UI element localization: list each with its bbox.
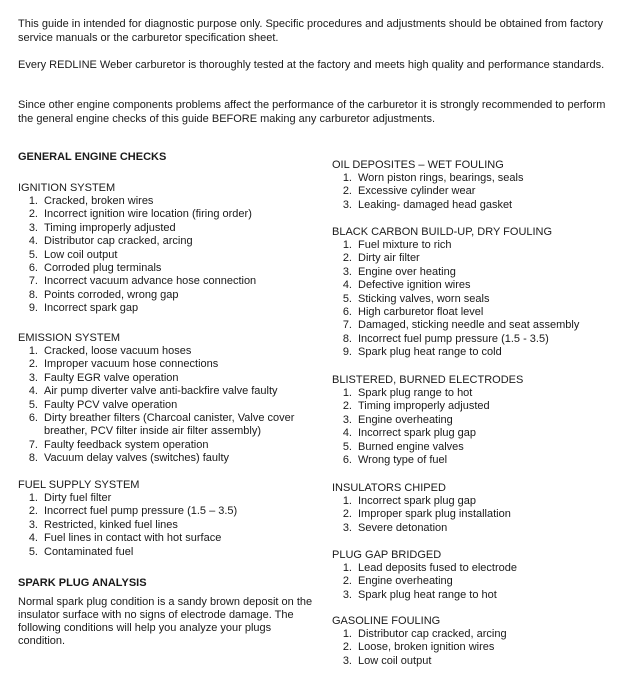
list-item-number: 4.: [342, 427, 352, 440]
list-item-text: Spark plug heat range to hot: [358, 588, 497, 601]
list-item-number: 1.: [342, 239, 352, 251]
list-item-text: Lead deposits fused to electrode: [358, 562, 518, 574]
spark-plug-analysis-heading: SPARK PLUG ANALYSIS: [18, 577, 147, 589]
list-item: [18, 302, 318, 315]
list-item: [18, 385, 318, 398]
plug-gap-bridged-list: [332, 562, 617, 602]
list-item: [18, 262, 318, 275]
list-item: [332, 562, 617, 575]
list-item: [18, 532, 318, 545]
list-item-number: 1.: [342, 562, 352, 574]
list-item: [332, 589, 617, 602]
list-item: [18, 345, 318, 358]
list-item: [332, 508, 617, 521]
list-item-text: Excessive cylinder wear: [358, 185, 476, 198]
ignition-system-heading: IGNITION SYSTEM: [18, 182, 116, 194]
spark-plug-analysis-text: Normal spark plug condition is a sandy brown deposit on the insulator surface with no signs of electrode damage. The following conditions will help you analyze your plugs condition.: [18, 596, 313, 647]
blistered-electrodes-section: [332, 373, 617, 467]
list-item: [18, 505, 318, 518]
list-item-number: 9.: [28, 302, 38, 315]
list-item: [18, 249, 318, 262]
list-item-text: Fuel mixture to rich: [358, 239, 452, 251]
list-item-text: Contaminated fuel: [44, 545, 134, 558]
list-item-text: Spark plug range to hot: [358, 387, 473, 399]
list-item-text: Dirty air filter: [358, 252, 420, 265]
list-item: [332, 266, 617, 279]
list-item-text: Corroded plug terminals: [44, 262, 162, 275]
insulators-chiped-list: [332, 495, 617, 535]
list-item-text: Loose, broken ignition wires: [358, 641, 495, 654]
list-item-text: Incorrect ignition wire location (firing order): [44, 208, 252, 221]
list-item-number: 1.: [342, 495, 352, 507]
list-item-text: Faulty PCV valve operation: [44, 398, 178, 411]
list-item: [332, 522, 617, 535]
list-item-text: Wrong type of fuel: [358, 454, 448, 467]
list-item-number: 3.: [28, 518, 38, 531]
list-item: [332, 655, 617, 668]
list-item-number: 1.: [28, 492, 38, 504]
list-item: [332, 628, 617, 641]
list-item-text: Air pump diverter valve anti-backfire valve faulty: [44, 385, 278, 398]
list-item: [18, 452, 318, 465]
list-item-text: Vacuum delay valves (switches) faulty: [44, 452, 230, 465]
list-item: [332, 400, 617, 413]
emission-system-heading: EMISSION SYSTEM: [18, 332, 121, 344]
list-item-number: 2.: [342, 641, 352, 654]
gasoline-fouling-section: [332, 614, 617, 668]
list-item: [332, 199, 617, 212]
black-carbon-section: [332, 225, 617, 360]
list-item-text: Improper vacuum hose connections: [44, 358, 219, 371]
list-item-number: 1.: [28, 195, 38, 207]
list-item-number: 1.: [342, 172, 352, 184]
list-item-number: 1.: [342, 628, 352, 640]
list-item: [18, 399, 318, 412]
oil-deposits-list: [332, 172, 617, 212]
list-item-text: Cracked, broken wires: [44, 195, 154, 207]
list-item-text: Cracked, loose vacuum hoses: [44, 345, 192, 357]
list-item-number: 5.: [28, 248, 38, 261]
list-item-text: Faulty EGR valve operation: [44, 371, 179, 384]
list-item-text: Improper spark plug installation: [358, 508, 511, 521]
general-engine-checks-heading: GENERAL ENGINE CHECKS: [18, 151, 167, 163]
list-item-text: Faulty feedback system operation: [44, 438, 209, 451]
intro-paragraph-1: This guide in intended for diagnostic purpose only. Specific procedures and adjustments should be obtained from factory service manuals or the carburetor specification sheet.: [18, 18, 603, 44]
list-item: [332, 333, 617, 346]
emission-system-section: [18, 331, 318, 466]
gasoline-fouling-heading: GASOLINE FOULING: [332, 615, 441, 627]
list-item-text: Incorrect fuel pump pressure (1.5 – 3.5): [44, 505, 238, 518]
list-item: [332, 185, 617, 198]
list-item-number: 4.: [28, 532, 38, 545]
list-item-number: 2.: [28, 208, 38, 221]
list-item: [18, 439, 318, 452]
list-item: [18, 492, 318, 505]
list-item-number: 4.: [28, 235, 38, 248]
list-item: [332, 279, 617, 292]
list-item-number: 6.: [342, 454, 352, 467]
list-item-number: 7.: [342, 319, 352, 332]
list-item-number: 5.: [342, 292, 352, 305]
ignition-system-section: [18, 181, 318, 316]
list-item-number: 2.: [342, 575, 352, 588]
list-item-number: 7.: [28, 438, 38, 451]
list-item: [18, 519, 318, 532]
plug-gap-bridged-heading: PLUG GAP BRIDGED: [332, 549, 442, 561]
list-item-text: Burned engine valves: [358, 440, 464, 453]
list-item: [332, 387, 617, 400]
list-item-number: 8.: [28, 288, 38, 301]
list-item-text: Timing improperly adjusted: [358, 400, 490, 413]
list-item-text: Dirty breather filters (Charcoal canister, Valve cover breather, PCV filter inside air filter assembly): [44, 412, 295, 438]
list-item-number: 3.: [342, 265, 352, 278]
list-item: [332, 427, 617, 440]
emission-system-list: [18, 345, 318, 466]
list-item-text: Leaking- damaged head gasket: [358, 198, 513, 211]
list-item-number: 3.: [342, 198, 352, 211]
list-item: [332, 641, 617, 654]
fuel-supply-heading: FUEL SUPPLY SYSTEM: [18, 479, 140, 491]
list-item-number: 3.: [28, 371, 38, 384]
list-item-number: 1.: [28, 345, 38, 357]
list-item-number: 3.: [342, 521, 352, 534]
list-item-number: 3.: [342, 588, 352, 601]
list-item-number: 7.: [28, 275, 38, 288]
oil-deposits-section: [332, 158, 617, 212]
list-item: [18, 208, 318, 221]
black-carbon-heading: BLACK CARBON BUILD-UP, DRY FOULING: [332, 226, 553, 238]
list-item-number: 3.: [342, 654, 352, 667]
list-item: [18, 358, 318, 371]
list-item-text: Timing improperly adjusted: [44, 221, 176, 234]
list-item-number: 6.: [342, 306, 352, 319]
list-item-number: 2.: [342, 185, 352, 198]
list-item-text: Low coil output: [358, 654, 432, 667]
list-item-number: 6.: [28, 412, 38, 425]
list-item-number: 2.: [342, 400, 352, 413]
list-item-text: Engine overheating: [358, 575, 453, 588]
blistered-electrodes-heading: BLISTERED, BURNED ELECTRODES: [332, 374, 524, 386]
list-item: [18, 275, 318, 288]
list-item-number: 5.: [28, 398, 38, 411]
list-item-text: Restricted, kinked fuel lines: [44, 518, 178, 531]
list-item: [18, 222, 318, 235]
list-item: [332, 414, 617, 427]
list-item-text: Sticking valves, worn seals: [358, 292, 490, 305]
list-item-number: 1.: [342, 387, 352, 399]
list-item-text: Incorrect spark plug gap: [358, 495, 477, 507]
gasoline-fouling-list: [332, 628, 617, 668]
list-item: [332, 172, 617, 185]
list-item-text: Dirty fuel filter: [44, 492, 112, 504]
list-item-text: Distributor cap cracked, arcing: [358, 628, 507, 640]
blistered-electrodes-list: [332, 387, 617, 467]
fuel-supply-section: [18, 478, 318, 559]
list-item-number: 8.: [342, 332, 352, 345]
list-item-number: 6.: [28, 262, 38, 275]
list-item-text: Incorrect fuel pump pressure (1.5 - 3.5): [358, 332, 549, 345]
list-item-number: 9.: [342, 346, 352, 359]
list-item: [332, 441, 617, 454]
list-item-text: Points corroded, wrong gap: [44, 288, 179, 301]
list-item-number: 2.: [342, 508, 352, 521]
fuel-supply-list: [18, 492, 318, 559]
list-item-text: High carburetor float level: [358, 306, 484, 319]
list-item-text: Incorrect spark gap: [44, 302, 139, 315]
list-item-text: Fuel lines in contact with hot surface: [44, 532, 222, 545]
list-item-text: Defective ignition wires: [358, 279, 471, 292]
list-item: [18, 235, 318, 248]
list-item: [18, 546, 318, 559]
list-item: [332, 293, 617, 306]
list-item-text: Engine over heating: [358, 265, 456, 278]
insulators-chiped-heading: INSULATORS CHIPED: [332, 482, 446, 494]
plug-gap-bridged-section: [332, 548, 617, 602]
list-item: [332, 575, 617, 588]
list-item-number: 3.: [28, 221, 38, 234]
oil-deposits-heading: OIL DEPOSITES – WET FOULING: [332, 159, 504, 171]
list-item: [18, 195, 318, 208]
list-item-text: Low coil output: [44, 248, 118, 261]
intro-paragraph-2: Every REDLINE Weber carburetor is thoroughly tested at the factory and meets high quality and performance standards.: [18, 59, 605, 71]
list-item-number: 2.: [28, 358, 38, 371]
list-item-text: Incorrect vacuum advance hose connection: [44, 275, 257, 288]
list-item-number: 5.: [28, 545, 38, 558]
list-item-number: 4.: [342, 279, 352, 292]
list-item-text: Engine overheating: [358, 413, 453, 426]
list-item-text: Incorrect spark plug gap: [358, 427, 477, 440]
list-item-text: Severe detonation: [358, 521, 448, 534]
list-item: [332, 252, 617, 265]
ignition-system-list: [18, 195, 318, 316]
intro-paragraph-3: Since other engine components problems affect the performance of the carburetor it is strongly recommended to perform the general engine checks of this guide BEFORE making any carburetor adjustments.: [18, 99, 606, 125]
list-item-number: 5.: [342, 440, 352, 453]
black-carbon-list: [332, 239, 617, 360]
list-item: [18, 372, 318, 385]
list-item: [332, 346, 617, 359]
list-item: [332, 319, 617, 332]
list-item-number: 2.: [342, 252, 352, 265]
list-item-number: 8.: [28, 452, 38, 465]
insulators-chiped-section: [332, 481, 617, 535]
list-item: [18, 289, 318, 302]
list-item-number: 3.: [342, 413, 352, 426]
list-item: [332, 454, 617, 467]
list-item-text: Damaged, sticking needle and seat assembly: [358, 319, 580, 332]
list-item: [332, 495, 617, 508]
list-item-text: Worn piston rings, bearings, seals: [358, 172, 524, 184]
list-item: [332, 239, 617, 252]
list-item-text: Spark plug heat range to cold: [358, 346, 502, 359]
list-item: [18, 412, 318, 439]
list-item: [332, 306, 617, 319]
list-item-text: Distributor cap cracked, arcing: [44, 235, 193, 248]
list-item-number: 4.: [28, 385, 38, 398]
list-item-number: 2.: [28, 505, 38, 518]
spark-plug-analysis-section: [18, 576, 318, 648]
